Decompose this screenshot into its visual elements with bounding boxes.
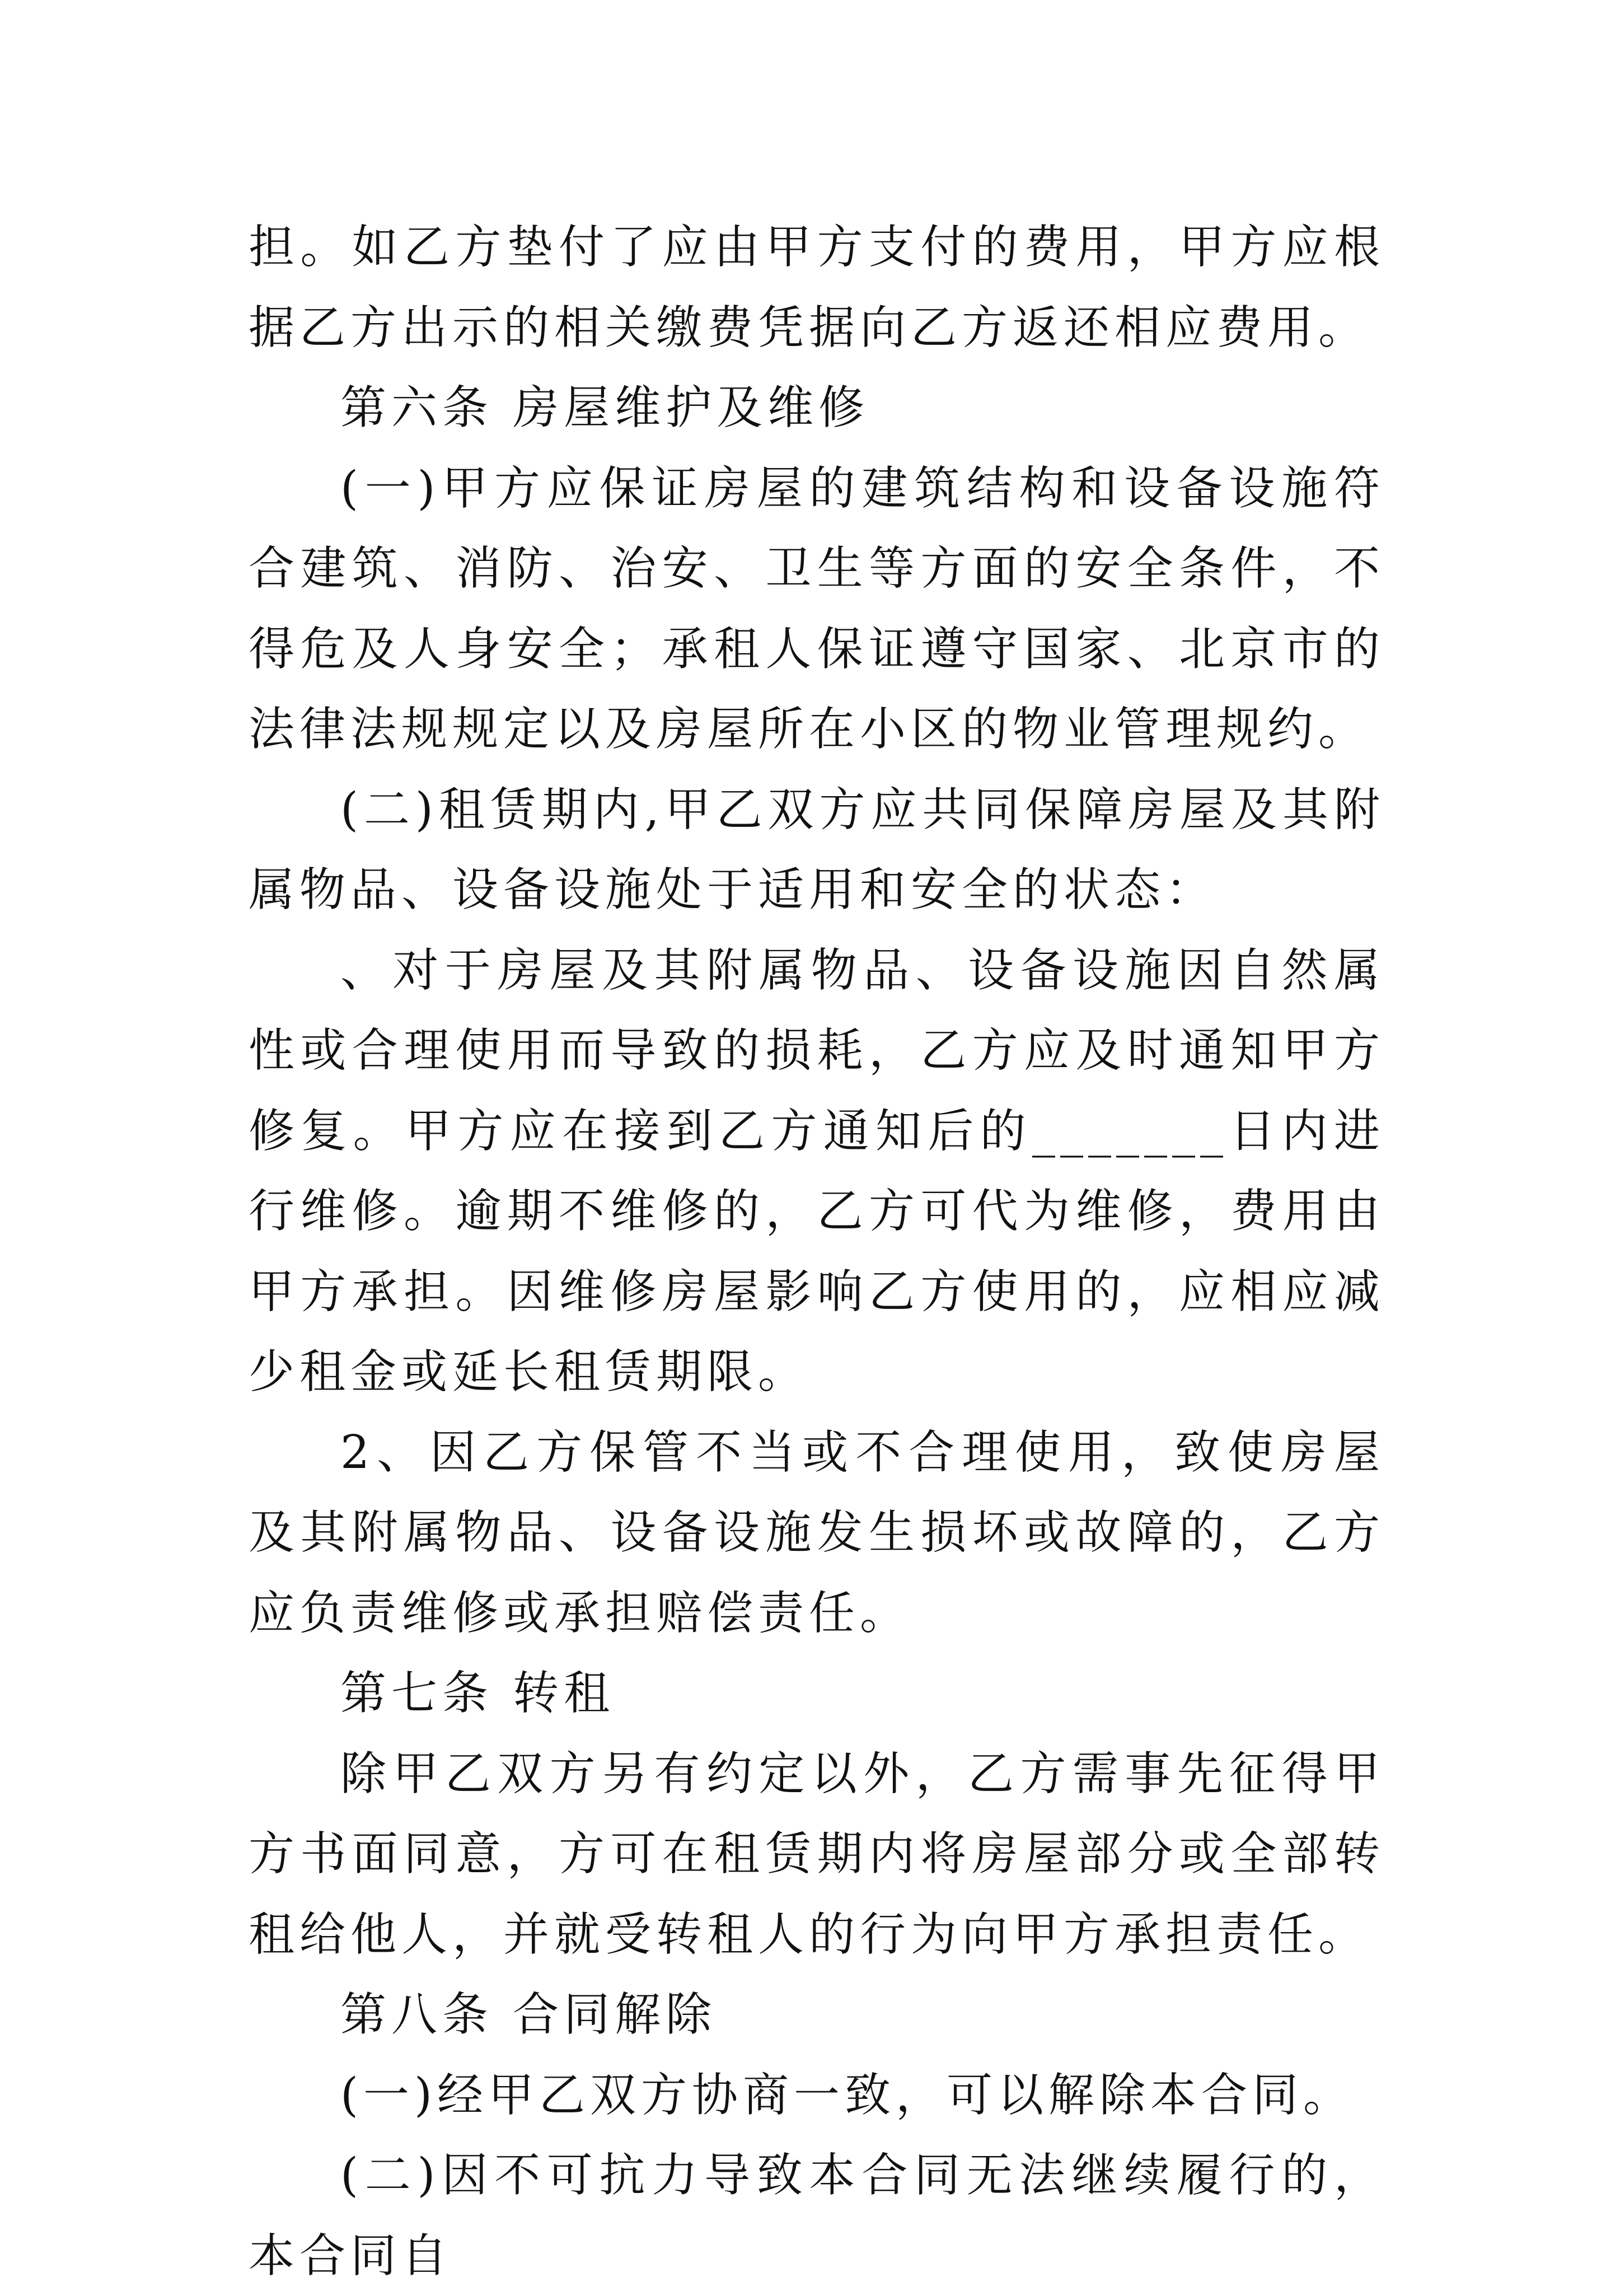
article-8-heading: 第八条 合同解除	[340, 1988, 717, 2041]
article-7-body: 除甲乙双方另有约定以外，乙方需事先征得甲方书面同意，方可在租赁期内将房屋部分或全部转租给他人，并就受转租人的行为向甲方承担责任。	[249, 1747, 1385, 1961]
document-body	[249, 207, 1385, 2296]
article-6-clause-2: (二)租赁期内,甲乙双方应共同保障房屋及其附属物品、设备设施处于适用和安全的状态：	[249, 783, 1385, 916]
article-7-heading: 第七条 转租	[340, 1667, 615, 1720]
article-6-clause-1: (一)甲方应保证房屋的建筑结构和设备设施符合建筑、消防、治安、卫生等方面的安全条件，不得危及人身安全；承租人保证遵守国家、北京市的法律法规规定以及房屋所在小区的物业管理规约。	[249, 461, 1385, 756]
paragraph-continuation: 担。如乙方垫付了应由甲方支付的费用，甲方应根据乙方出示的相关缴费凭据向乙方返还相应费用。	[249, 221, 1385, 354]
article-8-clause-1: (一)经甲乙双方协商一致，可以解除本合同。	[340, 2068, 1354, 2122]
article-6-heading: 第六条 房屋维护及维修	[340, 381, 870, 434]
article-8-clause-2: (二)因不可抗力导致本合同无法继续履行的，本合同自	[249, 2149, 1385, 2283]
article-6-clause-2-item-1: 、对于房屋及其附属物品、设备设施因自然属性或合理使用而导致的损耗，乙方应及时通知甲方修复。甲方应在接到乙方通知后的_______日内进行维修。逾期不维修的，乙方可代为维修，费用由甲方承担。因维修房屋影响乙方使用的，应相应减少租金或延长租赁期限。	[249, 943, 1385, 1399]
article-6-clause-2-item-2: 2、因乙方保管不当或不合理使用，致使房屋及其附属物品、设备设施发生损坏或故障的，乙方应负责维修或承担赔偿责任。	[249, 1425, 1385, 1640]
